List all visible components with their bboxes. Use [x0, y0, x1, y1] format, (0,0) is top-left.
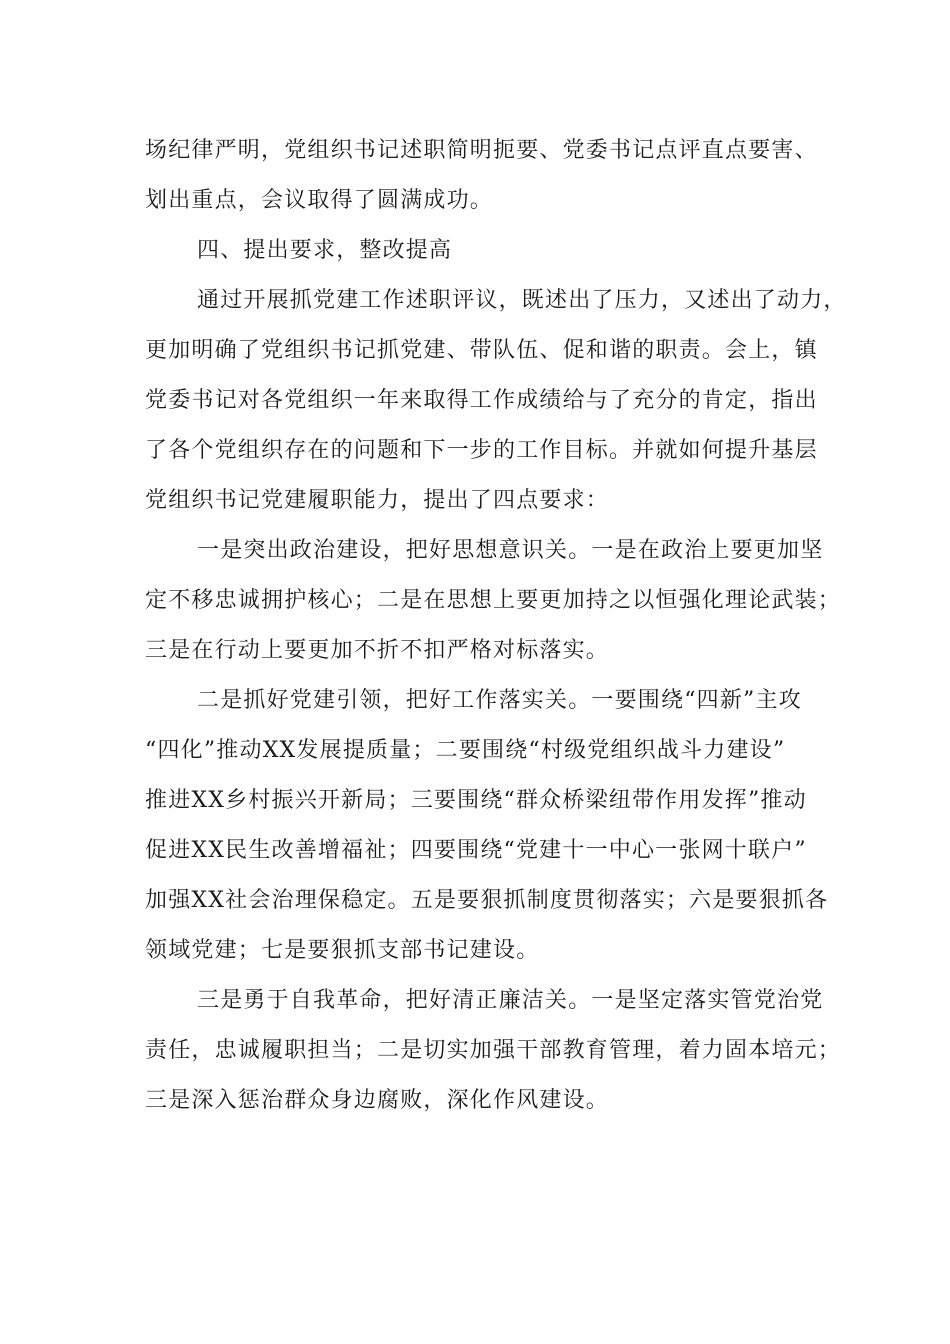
text-line: 加强XX社会治理保稳定。五是要狠抓制度贯彻落实；六是要狠抓各: [145, 888, 829, 913]
text-line: 三是深入惩治群众身边腐败，深化作风建设。: [145, 1088, 610, 1113]
paragraph-first-line: 二是抓好党建引领，把好工作落实关。一要围绕“四新”主攻: [197, 688, 802, 713]
text-line: 促进XX民生改善增福祉；四要围绕“党建十一中心一张网十联户”: [145, 838, 807, 863]
text-line: 推进XX乡村振兴开新局；三要围绕“群众桥梁纽带作用发挥”推动: [145, 788, 807, 813]
text-line: 了各个党组织存在的问题和下一步的工作目标。并就如何提升基层: [145, 438, 818, 463]
text-line: 划出重点，会议取得了圆满成功。: [145, 188, 494, 213]
text-line: 场纪律严明，党组织书记述职简明扼要、党委书记点评直点要害、: [145, 138, 818, 163]
text-line: 党组织书记党建履职能力，提出了四点要求：: [145, 488, 610, 513]
paragraph-first-line: 一是突出政治建设，把好思想意识关。一是在政治上要更加坚: [197, 538, 824, 563]
text-line: 更加明确了党组织书记抓党建、带队伍、促和谐的职责。会上，镇: [145, 338, 818, 363]
body-text: [145, 126, 847, 1126]
paragraph-first-line: 三是勇于自我革命，把好清正廉洁关。一是坚定落实管党治党: [197, 988, 824, 1013]
text-line: “四化”推动XX发展提质量；二要围绕“村级党组织战斗力建设”: [145, 738, 786, 763]
text-line: 责任，忠诚履职担当；二是切实加强干部教育管理，着力固本培元；: [145, 1038, 842, 1063]
text-line: 定不移忠诚拥护核心；二是在思想上要更加持之以恒强化理论武装；: [145, 588, 842, 613]
paragraph-first-line: 通过开展抓党建工作述职评议，既述出了压力，又述出了动力，: [197, 288, 847, 313]
section-heading: 四、提出要求，整改提高: [197, 238, 453, 263]
text-line: 三是在行动上要更加不折不扣严格对标落实。: [145, 638, 610, 663]
text-line: 党委书记对各党组织一年来取得工作成绩给与了充分的肯定，指出: [145, 388, 818, 413]
text-line: 领域党建；七是要狠抓支部书记建设。: [145, 938, 540, 963]
